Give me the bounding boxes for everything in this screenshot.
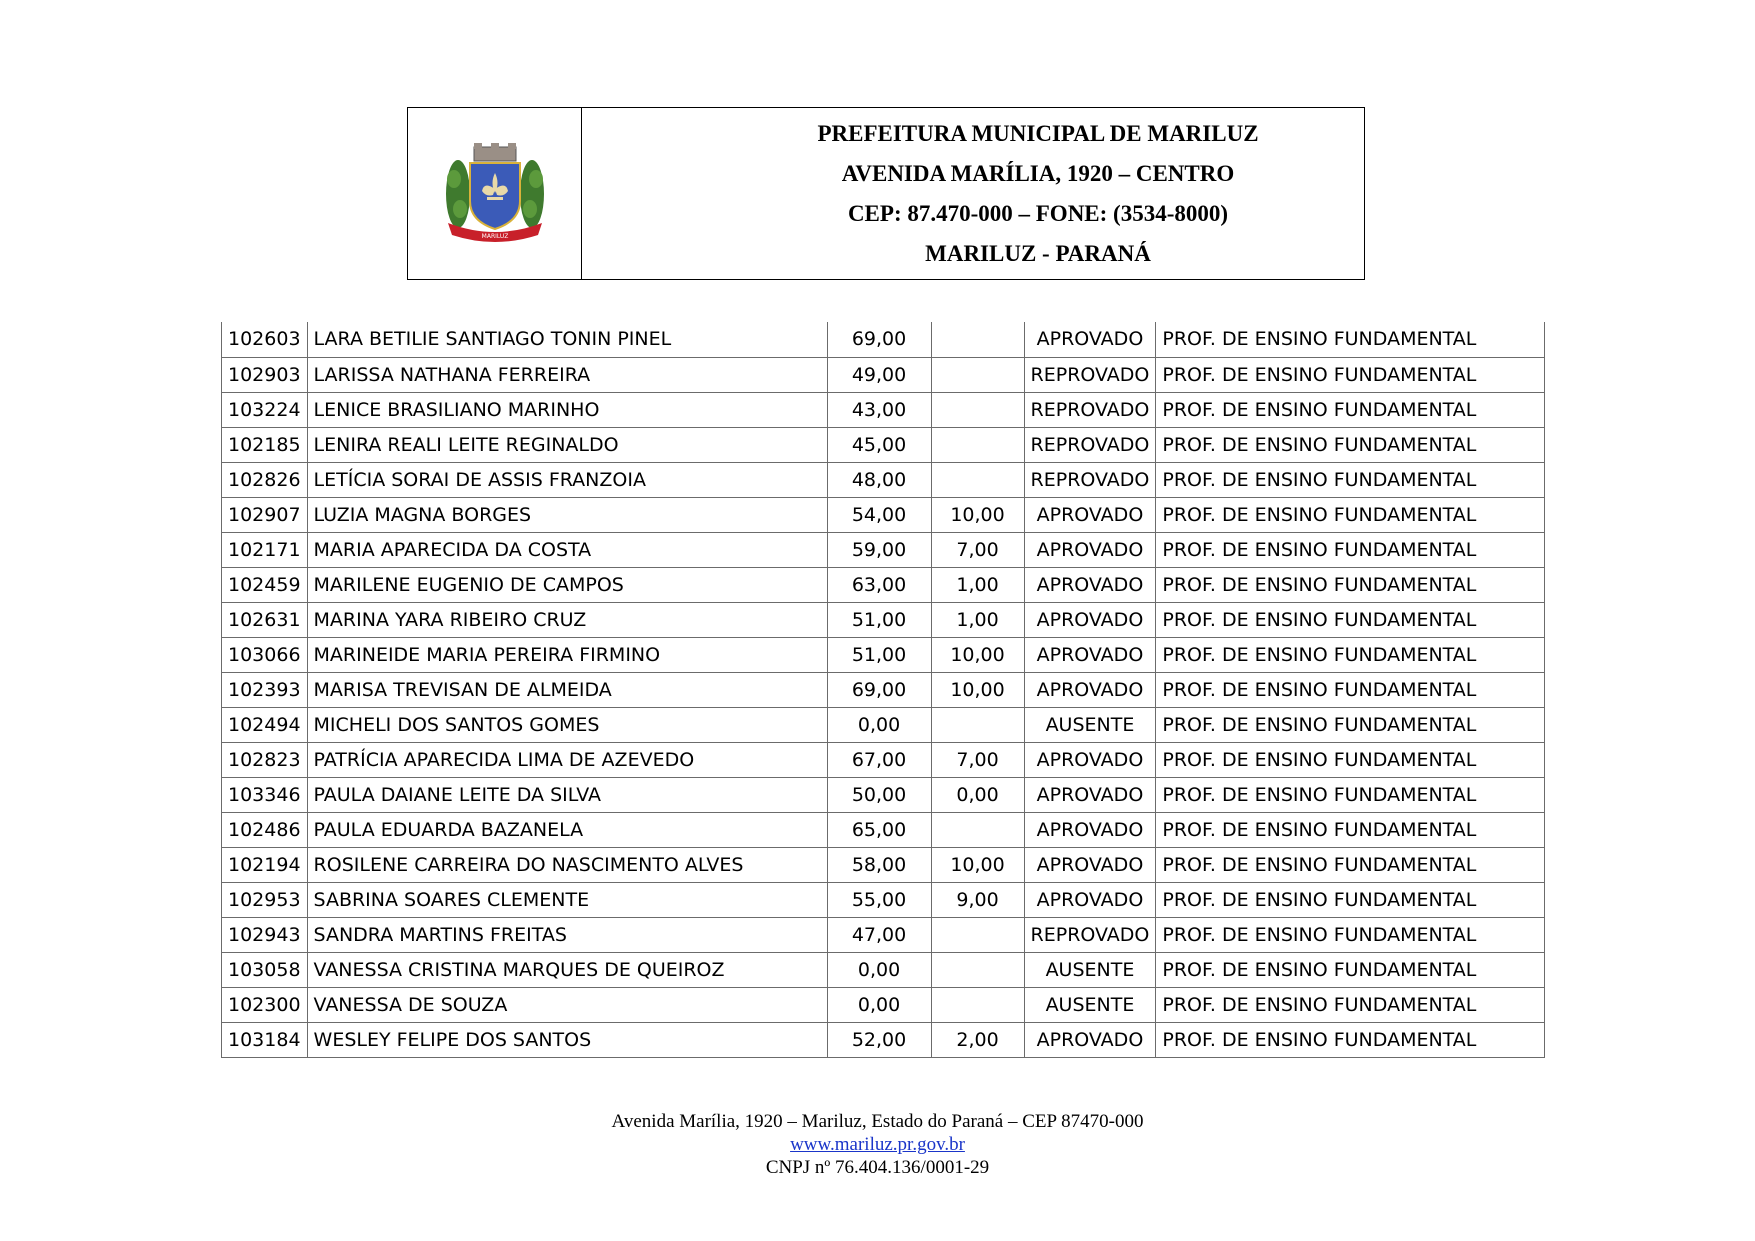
candidate-id-cell: 102393 bbox=[222, 672, 308, 707]
score-cell: 48,00 bbox=[827, 462, 931, 497]
position-cell: PROF. DE ENSINO FUNDAMENTAL bbox=[1156, 532, 1545, 567]
org-title: PREFEITURA MUNICIPAL DE MARILUZ bbox=[817, 121, 1259, 146]
candidate-name-cell: PAULA EDUARDA BAZANELA bbox=[307, 812, 827, 847]
position-cell: PROF. DE ENSINO FUNDAMENTAL bbox=[1156, 707, 1545, 742]
status-cell: APROVADO bbox=[1024, 532, 1156, 567]
score-cell: 69,00 bbox=[827, 322, 931, 357]
score-cell: 55,00 bbox=[827, 882, 931, 917]
score-cell: 52,00 bbox=[827, 1022, 931, 1057]
candidate-name-cell: LENICE BRASILIANO MARINHO bbox=[307, 392, 827, 427]
organization-block bbox=[582, 108, 1364, 279]
candidate-name-cell: LUZIA MAGNA BORGES bbox=[307, 497, 827, 532]
table-row bbox=[222, 777, 1545, 812]
title-points-cell: 9,00 bbox=[931, 882, 1024, 917]
candidate-id-cell: 103346 bbox=[222, 777, 308, 812]
candidate-name-cell: LARISSA NATHANA FERREIRA bbox=[307, 357, 827, 392]
table-row bbox=[222, 742, 1545, 777]
title-points-cell bbox=[931, 952, 1024, 987]
table-row bbox=[222, 707, 1545, 742]
candidate-name-cell: SABRINA SOARES CLEMENTE bbox=[307, 882, 827, 917]
status-cell: APROVADO bbox=[1024, 847, 1156, 882]
candidate-id-cell: 102185 bbox=[222, 427, 308, 462]
status-cell: REPROVADO bbox=[1024, 392, 1156, 427]
candidate-name-cell: LARA BETILIE SANTIAGO TONIN PINEL bbox=[307, 322, 827, 357]
score-cell: 0,00 bbox=[827, 707, 931, 742]
score-cell: 0,00 bbox=[827, 952, 931, 987]
score-cell: 0,00 bbox=[827, 987, 931, 1022]
results-table bbox=[221, 322, 1545, 1058]
status-cell: APROVADO bbox=[1024, 322, 1156, 357]
position-cell: PROF. DE ENSINO FUNDAMENTAL bbox=[1156, 812, 1545, 847]
title-points-cell: 10,00 bbox=[931, 672, 1024, 707]
candidate-id-cell: 102194 bbox=[222, 847, 308, 882]
position-cell: PROF. DE ENSINO FUNDAMENTAL bbox=[1156, 602, 1545, 637]
score-cell: 45,00 bbox=[827, 427, 931, 462]
position-cell: PROF. DE ENSINO FUNDAMENTAL bbox=[1156, 952, 1545, 987]
title-points-cell: 10,00 bbox=[931, 847, 1024, 882]
title-points-cell bbox=[931, 392, 1024, 427]
candidate-id-cell: 103184 bbox=[222, 1022, 308, 1057]
table-row bbox=[222, 637, 1545, 672]
status-cell: APROVADO bbox=[1024, 672, 1156, 707]
score-cell: 50,00 bbox=[827, 777, 931, 812]
candidate-name-cell: MARINEIDE MARIA PEREIRA FIRMINO bbox=[307, 637, 827, 672]
table-row bbox=[222, 987, 1545, 1022]
candidate-id-cell: 103224 bbox=[222, 392, 308, 427]
candidate-name-cell: LETÍCIA SORAI DE ASSIS FRANZOIA bbox=[307, 462, 827, 497]
position-cell: PROF. DE ENSINO FUNDAMENTAL bbox=[1156, 567, 1545, 602]
position-cell: PROF. DE ENSINO FUNDAMENTAL bbox=[1156, 882, 1545, 917]
candidate-name-cell: ROSILENE CARREIRA DO NASCIMENTO ALVES bbox=[307, 847, 827, 882]
candidate-id-cell: 102907 bbox=[222, 497, 308, 532]
candidate-name-cell: LENIRA REALI LEITE REGINALDO bbox=[307, 427, 827, 462]
org-contact: CEP: 87.470-000 – FONE: (3534-8000) bbox=[847, 201, 1229, 226]
candidate-name-cell: PATRÍCIA APARECIDA LIMA DE AZEVEDO bbox=[307, 742, 827, 777]
title-points-cell bbox=[931, 357, 1024, 392]
logo-ribbon-text: MARILUZ bbox=[481, 232, 508, 240]
position-cell: PROF. DE ENSINO FUNDAMENTAL bbox=[1156, 497, 1545, 532]
candidate-name-cell: MICHELI DOS SANTOS GOMES bbox=[307, 707, 827, 742]
score-cell: 51,00 bbox=[827, 637, 931, 672]
footer-address: Avenida Marília, 1920 – Mariluz, Estado do Paraná – CEP 87470-000 bbox=[611, 1111, 1144, 1132]
candidate-name-cell: VANESSA CRISTINA MARQUES DE QUEIROZ bbox=[307, 952, 827, 987]
candidate-id-cell: 102300 bbox=[222, 987, 308, 1022]
table-row bbox=[222, 427, 1545, 462]
score-cell: 63,00 bbox=[827, 567, 931, 602]
title-points-cell: 10,00 bbox=[931, 497, 1024, 532]
candidate-id-cell: 102826 bbox=[222, 462, 308, 497]
candidate-id-cell: 102171 bbox=[222, 532, 308, 567]
status-cell: APROVADO bbox=[1024, 637, 1156, 672]
status-cell: APROVADO bbox=[1024, 882, 1156, 917]
table-row bbox=[222, 497, 1545, 532]
title-points-cell bbox=[931, 427, 1024, 462]
title-points-cell: 1,00 bbox=[931, 567, 1024, 602]
position-cell: PROF. DE ENSINO FUNDAMENTAL bbox=[1156, 847, 1545, 882]
title-points-cell: 10,00 bbox=[931, 637, 1024, 672]
status-cell: REPROVADO bbox=[1024, 462, 1156, 497]
status-cell: APROVADO bbox=[1024, 777, 1156, 812]
table-row bbox=[222, 847, 1545, 882]
status-cell: APROVADO bbox=[1024, 497, 1156, 532]
candidate-name-cell: MARILENE EUGENIO DE CAMPOS bbox=[307, 567, 827, 602]
score-cell: 69,00 bbox=[827, 672, 931, 707]
candidate-name-cell: MARISA TREVISAN DE ALMEIDA bbox=[307, 672, 827, 707]
status-cell: AUSENTE bbox=[1024, 987, 1156, 1022]
position-cell: PROF. DE ENSINO FUNDAMENTAL bbox=[1156, 1022, 1545, 1057]
position-cell: PROF. DE ENSINO FUNDAMENTAL bbox=[1156, 987, 1545, 1022]
score-cell: 49,00 bbox=[827, 357, 931, 392]
table-row bbox=[222, 952, 1545, 987]
title-points-cell bbox=[931, 812, 1024, 847]
title-points-cell bbox=[931, 322, 1024, 357]
title-points-cell bbox=[931, 987, 1024, 1022]
status-cell: APROVADO bbox=[1024, 812, 1156, 847]
letterhead bbox=[407, 107, 1365, 280]
title-points-cell: 2,00 bbox=[931, 1022, 1024, 1057]
table-row bbox=[222, 1022, 1545, 1057]
title-points-cell: 7,00 bbox=[931, 742, 1024, 777]
table-row bbox=[222, 917, 1545, 952]
position-cell: PROF. DE ENSINO FUNDAMENTAL bbox=[1156, 742, 1545, 777]
logo-cell bbox=[408, 108, 582, 279]
status-cell: APROVADO bbox=[1024, 1022, 1156, 1057]
position-cell: PROF. DE ENSINO FUNDAMENTAL bbox=[1156, 322, 1545, 357]
org-address: AVENIDA MARÍLIA, 1920 – CENTRO bbox=[841, 161, 1235, 186]
table-row bbox=[222, 882, 1545, 917]
position-cell: PROF. DE ENSINO FUNDAMENTAL bbox=[1156, 917, 1545, 952]
page-footer bbox=[0, 1110, 1755, 1179]
title-points-cell: 0,00 bbox=[931, 777, 1024, 812]
candidate-id-cell: 102603 bbox=[222, 322, 308, 357]
title-points-cell bbox=[931, 917, 1024, 952]
table-row bbox=[222, 392, 1545, 427]
table-row bbox=[222, 672, 1545, 707]
candidate-name-cell: VANESSA DE SOUZA bbox=[307, 987, 827, 1022]
score-cell: 43,00 bbox=[827, 392, 931, 427]
candidate-name-cell: MARIA APARECIDA DA COSTA bbox=[307, 532, 827, 567]
candidate-id-cell: 102459 bbox=[222, 567, 308, 602]
table-row bbox=[222, 532, 1545, 567]
position-cell: PROF. DE ENSINO FUNDAMENTAL bbox=[1156, 357, 1545, 392]
position-cell: PROF. DE ENSINO FUNDAMENTAL bbox=[1156, 637, 1545, 672]
candidate-id-cell: 102953 bbox=[222, 882, 308, 917]
score-cell: 51,00 bbox=[827, 602, 931, 637]
score-cell: 65,00 bbox=[827, 812, 931, 847]
title-points-cell bbox=[931, 707, 1024, 742]
candidate-name-cell: SANDRA MARTINS FREITAS bbox=[307, 917, 827, 952]
score-cell: 67,00 bbox=[827, 742, 931, 777]
footer-cnpj: CNPJ nº 76.404.136/0001-29 bbox=[765, 1157, 990, 1178]
score-cell: 47,00 bbox=[827, 917, 931, 952]
status-cell: REPROVADO bbox=[1024, 917, 1156, 952]
candidate-name-cell: WESLEY FELIPE DOS SANTOS bbox=[307, 1022, 827, 1057]
candidate-id-cell: 102494 bbox=[222, 707, 308, 742]
candidate-id-cell: 102943 bbox=[222, 917, 308, 952]
score-cell: 58,00 bbox=[827, 847, 931, 882]
candidate-name-cell: MARINA YARA RIBEIRO CRUZ bbox=[307, 602, 827, 637]
coat-of-arms-icon bbox=[440, 139, 550, 249]
title-points-cell: 7,00 bbox=[931, 532, 1024, 567]
score-cell: 54,00 bbox=[827, 497, 931, 532]
candidate-id-cell: 102823 bbox=[222, 742, 308, 777]
candidate-id-cell: 103058 bbox=[222, 952, 308, 987]
results-table-body bbox=[222, 322, 1545, 1057]
position-cell: PROF. DE ENSINO FUNDAMENTAL bbox=[1156, 672, 1545, 707]
status-cell: REPROVADO bbox=[1024, 427, 1156, 462]
footer-website-link[interactable]: www.mariluz.pr.gov.br bbox=[790, 1134, 965, 1155]
candidate-id-cell: 102903 bbox=[222, 357, 308, 392]
table-row bbox=[222, 322, 1545, 357]
title-points-cell bbox=[931, 462, 1024, 497]
table-row bbox=[222, 812, 1545, 847]
status-cell: APROVADO bbox=[1024, 602, 1156, 637]
table-row bbox=[222, 462, 1545, 497]
candidate-id-cell: 102486 bbox=[222, 812, 308, 847]
score-cell: 59,00 bbox=[827, 532, 931, 567]
status-cell: AUSENTE bbox=[1024, 707, 1156, 742]
title-points-cell: 1,00 bbox=[931, 602, 1024, 637]
status-cell: REPROVADO bbox=[1024, 357, 1156, 392]
candidate-id-cell: 103066 bbox=[222, 637, 308, 672]
position-cell: PROF. DE ENSINO FUNDAMENTAL bbox=[1156, 427, 1545, 462]
status-cell: APROVADO bbox=[1024, 567, 1156, 602]
candidate-id-cell: 102631 bbox=[222, 602, 308, 637]
table-row bbox=[222, 602, 1545, 637]
status-cell: APROVADO bbox=[1024, 742, 1156, 777]
position-cell: PROF. DE ENSINO FUNDAMENTAL bbox=[1156, 392, 1545, 427]
status-cell: AUSENTE bbox=[1024, 952, 1156, 987]
table-row bbox=[222, 567, 1545, 602]
position-cell: PROF. DE ENSINO FUNDAMENTAL bbox=[1156, 462, 1545, 497]
candidate-name-cell: PAULA DAIANE LEITE DA SILVA bbox=[307, 777, 827, 812]
position-cell: PROF. DE ENSINO FUNDAMENTAL bbox=[1156, 777, 1545, 812]
org-city: MARILUZ - PARANÁ bbox=[925, 241, 1151, 266]
table-row bbox=[222, 357, 1545, 392]
